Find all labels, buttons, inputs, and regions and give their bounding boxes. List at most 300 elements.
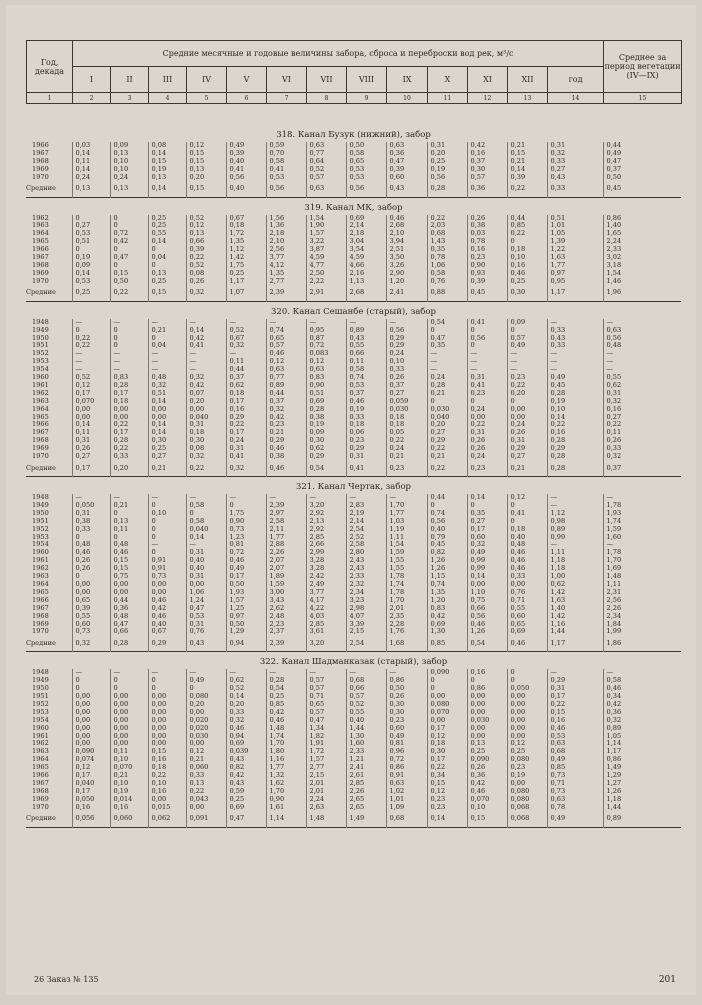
value-cell: 0,19 (72, 254, 110, 262)
page-number: 201 (658, 975, 676, 985)
value-cell: 1,48 (603, 573, 681, 581)
value-cell: 0,62 (603, 382, 681, 390)
year-cell: 1963 (32, 748, 49, 756)
value-cell: — (547, 350, 603, 358)
value-cell: 0,043 (186, 796, 226, 804)
value-cell: 0,28 (547, 453, 603, 461)
value-cell: 0,46 (226, 557, 266, 565)
header-month-3: IV (187, 67, 227, 93)
value-cell: 1,49 (603, 764, 681, 772)
value-cell: 0,11 (110, 526, 148, 534)
value-cell: 0,42 (110, 238, 148, 246)
value-cell: 0,60 (386, 725, 427, 733)
value-cell: — (72, 366, 110, 374)
value-cell: 0,52 (186, 262, 226, 270)
value-cell: 0,040 (186, 414, 226, 422)
value-cell: 0,39 (467, 278, 507, 286)
section-title: 318. Канал Бузук (нижний), забор (276, 130, 431, 140)
value-cell: 0,50 (110, 278, 148, 286)
value-cell: 0,14 (148, 398, 186, 406)
value-cell: 0,24 (226, 437, 266, 445)
value-cell: 0,13 (110, 518, 148, 526)
value-cell: 0,33 (603, 445, 681, 453)
year-cell: 1967 (32, 254, 49, 262)
value-cell: 0,12 (266, 358, 306, 366)
value-cell: 0,14 (467, 573, 507, 581)
value-cell: 0,56 (226, 174, 266, 182)
value-cell: 0,44 (427, 494, 467, 502)
value-cell: 0,15 (110, 565, 148, 573)
value-cell: 1,01 (547, 222, 603, 230)
header-month-5: VI (267, 67, 307, 93)
value-cell: 0,33 (186, 772, 226, 780)
value-cell: 1,30 (427, 628, 467, 636)
value-cell: 0 (110, 677, 148, 685)
value-cell: 1,77 (547, 262, 603, 270)
value-cell: — (110, 319, 148, 327)
header-colnum-11: 12 (468, 93, 508, 104)
value-cell: 0,45 (547, 382, 603, 390)
value-cell: 0,15 (186, 150, 226, 158)
value-cell: 0,31 (427, 142, 467, 150)
value-cell: 2,14 (346, 518, 386, 526)
value-cell: — (547, 669, 603, 677)
table-row (26, 685, 681, 693)
year-cell: 1969 (32, 795, 49, 803)
value-cell: 0,14 (507, 166, 547, 174)
value-cell: 1,05 (547, 230, 603, 238)
value-cell: 0,00 (110, 414, 148, 422)
value-cell: 2,98 (346, 605, 386, 613)
value-cell: — (547, 358, 603, 366)
value-cell: 0,39 (386, 166, 427, 174)
value-cell: 1,24 (186, 597, 226, 605)
table-row (26, 534, 681, 542)
value-cell: 0,00 (467, 693, 507, 701)
average-value-cell: 2,91 (306, 286, 346, 302)
value-cell: 0,46 (72, 549, 110, 557)
value-cell: 0,19 (148, 166, 186, 174)
value-cell: 2,43 (346, 565, 386, 573)
value-cell: 0,27 (386, 390, 427, 398)
value-cell: 0,42 (467, 780, 507, 788)
value-cell: 0,74 (427, 581, 467, 589)
value-cell: 0,67 (226, 215, 266, 223)
value-cell: 0,19 (110, 788, 148, 796)
value-cell: 0,60 (467, 534, 507, 542)
value-cell: 0,41 (467, 382, 507, 390)
value-cell: 3,28 (306, 565, 346, 573)
value-cell: 0,45 (427, 541, 467, 549)
year-cell: 1965 (32, 588, 49, 596)
value-cell: 0,26 (467, 445, 507, 453)
value-cell: 0,22 (427, 764, 467, 772)
table-row (26, 756, 681, 764)
value-cell: 0,00 (110, 581, 148, 589)
year-cell: 1950 (32, 685, 49, 693)
value-cell: 0 (507, 238, 547, 246)
table-row (26, 709, 681, 717)
value-cell: 3,28 (306, 557, 346, 565)
table-row (26, 327, 681, 335)
value-cell: 2,15 (346, 628, 386, 636)
value-cell: 2,90 (386, 270, 427, 278)
average-value-cell: 1,48 (306, 812, 346, 828)
average-value-cell: 0,32 (186, 286, 226, 302)
value-cell: 2,01 (306, 788, 346, 796)
value-cell: 0,014 (110, 796, 148, 804)
value-cell: 0,57 (306, 709, 346, 717)
average-value-cell: 2,68 (346, 286, 386, 302)
value-cell: 0,71 (306, 693, 346, 701)
value-cell: 0,17 (226, 398, 266, 406)
value-cell: 0 (186, 510, 226, 518)
value-cell: 0,24 (386, 350, 427, 358)
table-row (26, 740, 681, 748)
data-table (26, 669, 681, 830)
value-cell: 0,00 (72, 733, 110, 741)
value-cell: 0,62 (226, 677, 266, 685)
value-cell: 0,00 (72, 414, 110, 422)
table-row (26, 390, 681, 398)
year-cell: 1963 (32, 222, 49, 230)
table-row (26, 262, 681, 270)
value-cell: 1,84 (603, 621, 681, 629)
value-cell: 0,12 (72, 382, 110, 390)
value-cell: 0,48 (507, 541, 547, 549)
value-cell: — (427, 366, 467, 374)
year-cell: 1951 (32, 693, 49, 701)
year-cell: 1961 (32, 557, 49, 565)
table-row (26, 254, 681, 262)
value-cell: 0,47 (110, 254, 148, 262)
value-cell: 1,70 (266, 740, 306, 748)
value-cell: 2,68 (386, 222, 427, 230)
value-cell: 0,66 (467, 605, 507, 613)
value-cell: 0,38 (306, 414, 346, 422)
value-cell: 0,55 (603, 374, 681, 382)
value-cell: 2,49 (306, 581, 346, 589)
value-cell: 0,00 (467, 733, 507, 741)
value-cell: 0,22 (72, 335, 110, 343)
table-row (26, 628, 681, 636)
value-cell: 0,080 (427, 701, 467, 709)
value-cell: 0,85 (547, 764, 603, 772)
value-cell: 2,97 (266, 510, 306, 518)
year-cell: 1952 (32, 350, 49, 358)
value-cell: 0,12 (507, 740, 547, 748)
value-cell: 0,49 (467, 549, 507, 557)
table-row (26, 215, 681, 223)
value-cell: 0,00 (148, 701, 186, 709)
value-cell: 0,14 (547, 414, 603, 422)
value-cell: 0,76 (186, 628, 226, 636)
value-cell: 0,32 (266, 406, 306, 414)
value-cell: 1,91 (306, 740, 346, 748)
value-cell: 0,37 (346, 390, 386, 398)
value-cell: 0,18 (186, 429, 226, 437)
value-cell: 0,48 (110, 613, 148, 621)
value-cell: 0,72 (110, 230, 148, 238)
value-cell: 0,00 (148, 589, 186, 597)
value-cell: 0,22 (72, 342, 110, 350)
value-cell: — (467, 366, 507, 374)
value-cell: 0,49 (226, 565, 266, 573)
value-cell: 1,27 (603, 780, 681, 788)
value-cell: — (306, 319, 346, 327)
header-colnum-7: 8 (307, 93, 347, 104)
value-cell: 4,12 (266, 262, 306, 270)
value-cell: 0,00 (507, 701, 547, 709)
year-cell: 1967 (32, 604, 49, 612)
value-cell: 0,22 (427, 445, 467, 453)
value-cell: 0,50 (226, 581, 266, 589)
value-cell: 0,59 (226, 788, 266, 796)
value-cell: 0,14 (148, 150, 186, 158)
value-cell: 0,15 (148, 158, 186, 166)
value-cell: 0,24 (467, 406, 507, 414)
value-cell: 0,16 (148, 756, 186, 764)
value-cell: 0,69 (226, 804, 266, 812)
value-cell: 0,52 (186, 215, 226, 223)
value-cell: 0,22 (547, 421, 603, 429)
value-cell: 0,030 (386, 406, 427, 414)
value-cell: 0,29 (386, 342, 427, 350)
average-value-cell: 0,43 (186, 636, 226, 652)
value-cell: 0,28 (427, 382, 467, 390)
value-cell: 0,53 (266, 174, 306, 182)
value-cell: 0,67 (148, 628, 186, 636)
value-cell: 0,25 (226, 796, 266, 804)
value-cell: 0,14 (72, 421, 110, 429)
value-cell: 0,31 (186, 421, 226, 429)
value-cell: 0,00 (186, 709, 226, 717)
value-cell: 0,10 (110, 780, 148, 788)
value-cell: 0 (72, 573, 110, 581)
value-cell: 0,00 (427, 717, 467, 725)
value-cell: 0,00 (507, 581, 547, 589)
value-cell: 0,00 (467, 725, 507, 733)
value-cell: 1,48 (266, 725, 306, 733)
value-cell: — (186, 350, 226, 358)
value-cell: 0,65 (346, 158, 386, 166)
value-cell: 0,83 (306, 374, 346, 382)
value-cell: 0,31 (507, 437, 547, 445)
value-cell: 0,53 (186, 613, 226, 621)
value-cell: 4,59 (306, 254, 346, 262)
value-cell: 3,22 (306, 238, 346, 246)
value-cell: 0,070 (467, 796, 507, 804)
value-cell: 0 (148, 246, 186, 254)
footer-left: 26 Заказ № 135 (34, 975, 99, 984)
value-cell: 0,34 (427, 772, 467, 780)
value-cell: 0,12 (186, 748, 226, 756)
header-month-10: XI (468, 67, 508, 93)
value-cell: 0,00 (186, 740, 226, 748)
value-cell: 0,26 (72, 557, 110, 565)
value-cell: 0,16 (110, 804, 148, 812)
value-cell: 0,10 (148, 510, 186, 518)
year-cell: 1960 (32, 549, 49, 557)
value-cell: 0,22 (186, 254, 226, 262)
value-cell: 0 (427, 677, 467, 685)
year-cell: 1951 (32, 517, 49, 525)
value-cell: 0,00 (148, 717, 186, 725)
value-cell: 0,58 (603, 677, 681, 685)
value-cell: 0,43 (547, 335, 603, 343)
value-cell: 1,62 (266, 780, 306, 788)
year-cell: 1964 (32, 580, 49, 588)
value-cell: 0,22 (467, 421, 507, 429)
value-cell: 1,42 (226, 254, 266, 262)
value-cell: 0,28 (110, 382, 148, 390)
value-cell: 1,13 (346, 278, 386, 286)
value-cell: 0 (427, 327, 467, 335)
value-cell: 1,17 (226, 278, 266, 286)
value-cell: 0,00 (72, 725, 110, 733)
value-cell: 2,77 (266, 278, 306, 286)
value-cell: — (186, 494, 226, 502)
table-row (26, 150, 681, 158)
value-cell: 1,55 (386, 565, 427, 573)
value-cell: — (266, 319, 306, 327)
value-cell: 0,38 (72, 518, 110, 526)
year-cell: 1961 (32, 732, 49, 740)
value-cell: 1,76 (386, 628, 427, 636)
value-cell: 1,18 (547, 565, 603, 573)
value-cell: 0,63 (547, 740, 603, 748)
value-cell: 1,03 (386, 518, 427, 526)
value-cell: 0 (226, 502, 266, 510)
value-cell: 0,69 (427, 621, 467, 629)
value-cell: 2,42 (306, 573, 346, 581)
value-cell: 0,13 (467, 740, 507, 748)
value-cell: 0,30 (306, 437, 346, 445)
value-cell: 0,00 (467, 581, 507, 589)
value-cell: 0,32 (603, 717, 681, 725)
value-cell: 0 (467, 677, 507, 685)
table-row (26, 502, 681, 510)
value-cell: 0,99 (467, 557, 507, 565)
value-cell: 0,53 (72, 230, 110, 238)
value-cell: 0,15 (110, 270, 148, 278)
value-cell: 0,46 (507, 549, 547, 557)
value-cell: 2,22 (306, 278, 346, 286)
value-cell: 0,56 (386, 327, 427, 335)
value-cell: 0,20 (186, 701, 226, 709)
value-cell: 1,61 (266, 804, 306, 812)
value-cell: 0,65 (507, 621, 547, 629)
table-row (26, 597, 681, 605)
year-cell: 1961 (32, 381, 49, 389)
value-cell: 0,00 (186, 406, 226, 414)
average-value-cell: 0,33 (547, 182, 603, 198)
data-table (26, 319, 681, 480)
value-cell: 0,40 (186, 557, 226, 565)
section-title: 322. Канал Шадманказак (старый), забор (259, 657, 448, 668)
value-cell: 0,17 (72, 772, 110, 780)
value-cell: 2,34 (346, 589, 386, 597)
value-cell: 0,43 (226, 780, 266, 788)
header-colnum-0: 1 (27, 93, 73, 104)
value-cell: 0,42 (186, 382, 226, 390)
value-cell: 2,65 (346, 796, 386, 804)
value-cell: 0,99 (467, 565, 507, 573)
value-cell: 0,39 (72, 605, 110, 613)
value-cell: 0,29 (547, 445, 603, 453)
value-cell: 0,12 (72, 764, 110, 772)
value-cell: — (72, 669, 110, 677)
value-cell: 0,50 (346, 142, 386, 150)
value-cell: 0,020 (186, 717, 226, 725)
value-cell: 0,15 (427, 780, 467, 788)
value-cell: 2,26 (603, 605, 681, 613)
header-colnum-13: 14 (548, 93, 604, 104)
value-cell: 0,08 (186, 445, 226, 453)
value-cell: 0,24 (427, 374, 467, 382)
value-cell: 0 (467, 342, 507, 350)
value-cell: 0,42 (148, 605, 186, 613)
value-cell: 2,23 (266, 621, 306, 629)
value-cell: 1,12 (547, 510, 603, 518)
value-cell: 0,52 (306, 166, 346, 174)
value-cell: 0,070 (72, 398, 110, 406)
average-value-cell: 1,68 (386, 636, 427, 652)
value-cell: 3,61 (306, 628, 346, 636)
value-cell: — (547, 366, 603, 374)
value-cell: 0,46 (148, 613, 186, 621)
value-cell: 2,56 (266, 246, 306, 254)
value-cell: 0,33 (547, 158, 603, 166)
header-colnum-3: 4 (149, 93, 187, 104)
value-cell: 3,02 (603, 254, 681, 262)
value-cell: 0,38 (266, 453, 306, 461)
year-cell: 1966 (32, 772, 49, 780)
value-cell: 0,32 (603, 453, 681, 461)
average-row (26, 461, 681, 477)
value-cell: 0,94 (226, 733, 266, 741)
value-cell: 0,33 (226, 709, 266, 717)
value-cell: 0,89 (547, 526, 603, 534)
value-cell: 0,25 (148, 278, 186, 286)
average-value-cell: 0,056 (72, 812, 110, 828)
value-cell: 0 (110, 222, 148, 230)
value-cell: 0,06 (346, 429, 386, 437)
value-cell: 2,19 (346, 510, 386, 518)
value-cell: 1,17 (603, 748, 681, 756)
value-cell: 0,31 (226, 445, 266, 453)
canal-section (26, 305, 681, 480)
value-cell: 0,21 (427, 453, 467, 461)
average-value-cell: 0,32 (226, 461, 266, 477)
value-cell: 0,21 (148, 327, 186, 335)
value-cell: 0 (148, 526, 186, 534)
value-cell: 0,39 (226, 150, 266, 158)
value-cell: 0,78 (467, 238, 507, 246)
value-cell: 0,53 (346, 174, 386, 182)
average-value-cell: 1,49 (346, 812, 386, 828)
value-cell: 2,52 (346, 534, 386, 542)
year-cell: 1948 (32, 318, 49, 326)
value-cell: — (547, 541, 603, 549)
value-cell: 1,74 (603, 518, 681, 526)
section-title: 320. Канал Сешанбе (старый), забор (271, 306, 436, 317)
header-month-8: IX (387, 67, 428, 93)
value-cell: 2,31 (603, 589, 681, 597)
value-cell: 0,14 (72, 150, 110, 158)
value-cell: 0,00 (148, 796, 186, 804)
average-value-cell: 0,23 (467, 461, 507, 477)
